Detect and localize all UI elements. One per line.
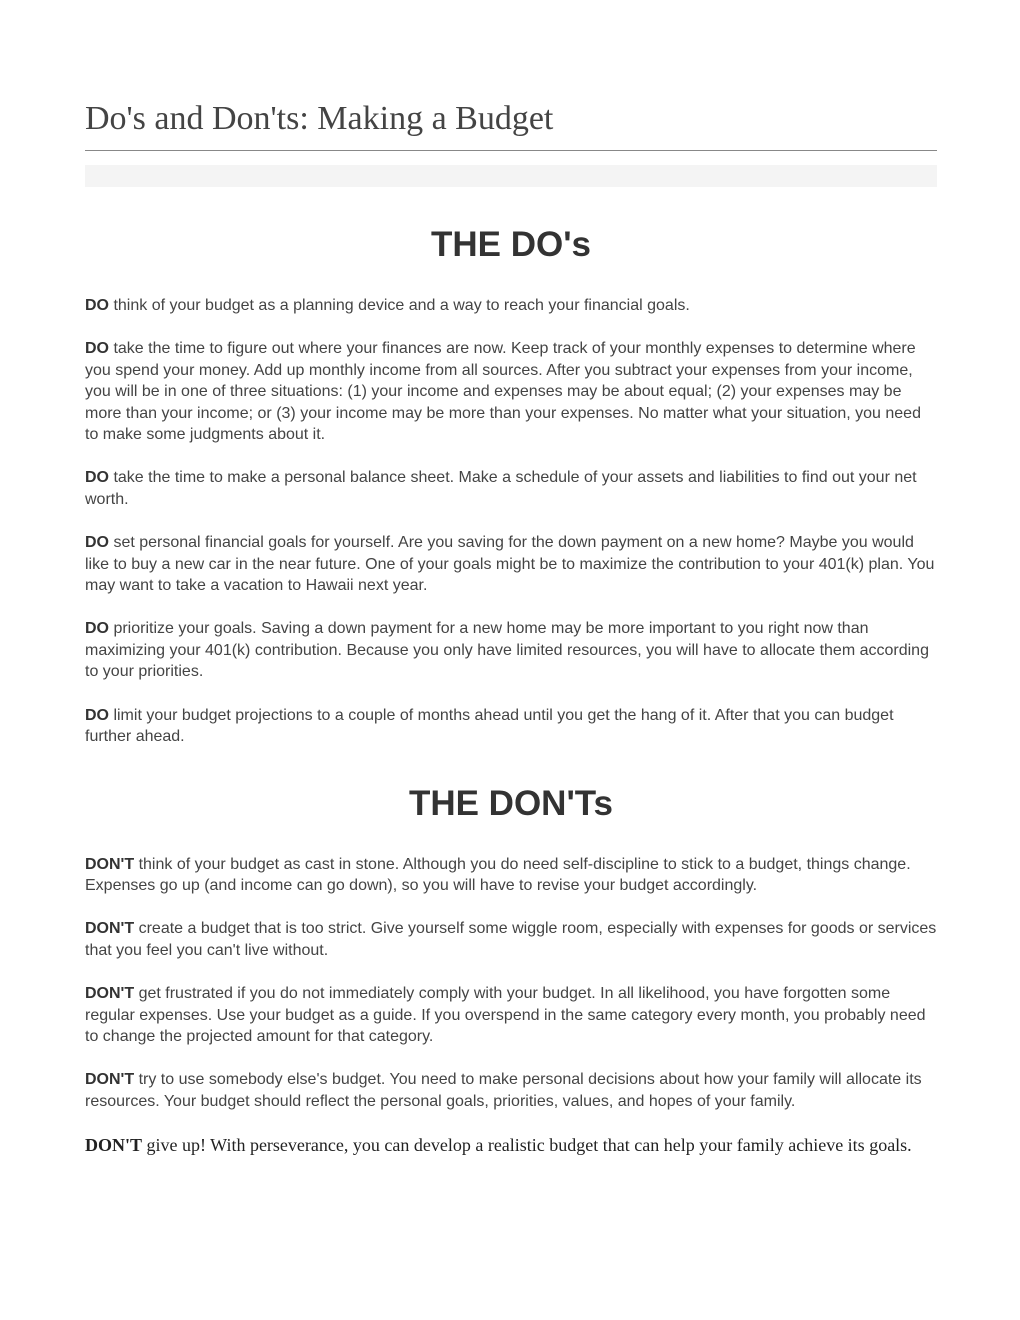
document-title: Do's and Don'ts: Making a Budget	[85, 100, 554, 137]
do-text: take the time to make a personal balance sheet. Make a schedule of your assets and liabilities to find out your net worth.	[85, 469, 917, 508]
dont-text: get frustrated if you do not immediately comply with your budget. In all likelihood, you have forgotten some regular expenses. Use your budget as a guide. If you overspend in the same category every month, you probably need to change the projected amount for that category.	[85, 985, 926, 1045]
shaded-band	[85, 165, 937, 187]
donts-list	[85, 854, 937, 1158]
dont-keyword: DON'T	[85, 920, 135, 938]
dont-item	[85, 983, 937, 1047]
dont-item	[85, 918, 937, 961]
do-text: take the time to figure out where your finances are now. Keep track of your monthly expenses to determine where you spend your money. Add up monthly income from all sources. After you subtract your expenses from your income, you will be in one of three situations: (1) your income and expenses may be about equal; (2) your expenses may be more than your income; or (3) your income may be more than your expenses. No matter what your situation, you need to make some judgments about it.	[85, 340, 921, 444]
do-item	[85, 467, 937, 510]
do-keyword: DO	[85, 340, 109, 358]
do-item	[85, 338, 937, 445]
do-item	[85, 532, 937, 596]
do-keyword: DO	[85, 534, 109, 552]
do-text: think of your budget as a planning device and a way to reach your financial goals.	[109, 297, 690, 314]
dont-text: try to use somebody else's budget. You need to make personal decisions about how your family will allocate its resources. Your budget should reflect the personal goals, priorities, values, and hopes of your family.	[85, 1071, 922, 1110]
document-page	[85, 0, 937, 1157]
do-text: set personal financial goals for yourself. Are you saving for the down payment on a new home? Maybe you would like to buy a new car in the near future. One of your goals might be to maximize the contribution to your 401(k) plan. You may want to take a vacation to Hawaii next year.	[85, 534, 935, 595]
dont-keyword: DON'T	[85, 1135, 143, 1156]
do-item	[85, 618, 937, 682]
dont-item	[85, 1134, 937, 1157]
do-text: limit your budget projections to a couple of months ahead until you get the hang of it. After that you can budget further ahead.	[85, 706, 894, 746]
do-keyword: DO	[85, 469, 109, 487]
dont-text: think of your budget as cast in stone. Although you do need self-discipline to stick to a budget, things change. Expenses go up (and income can go down), so you will have to revise your budget accordingly.	[85, 855, 911, 894]
dont-text: give up! With perseverance, you can develop a realistic budget that can help your family achieve its goals.	[142, 1135, 912, 1156]
dont-keyword: DON'T	[85, 1071, 135, 1089]
do-item	[85, 705, 937, 748]
dos-list	[85, 295, 937, 748]
dont-keyword: DON'T	[85, 985, 135, 1003]
do-text: prioritize your goals. Saving a down payment for a new home may be more important to you right now than maximizing your 401(k) contribution. Because you only have limited resources, you will have to allocate them according to your priorities.	[85, 620, 929, 681]
dont-text: create a budget that is too strict. Give yourself some wiggle room, especially with expenses for goods or services that you feel you can't live without.	[85, 920, 937, 959]
dont-keyword: DON'T	[85, 855, 135, 873]
do-keyword: DO	[85, 706, 109, 724]
do-keyword: DO	[85, 297, 109, 314]
dos-heading: THE DO's	[430, 225, 591, 264]
do-item	[85, 295, 937, 316]
dont-item	[85, 1069, 937, 1112]
do-keyword: DO	[85, 620, 109, 638]
title-divider	[85, 150, 937, 151]
donts-heading: THE DON'Ts	[408, 783, 614, 823]
dont-item	[85, 854, 937, 897]
